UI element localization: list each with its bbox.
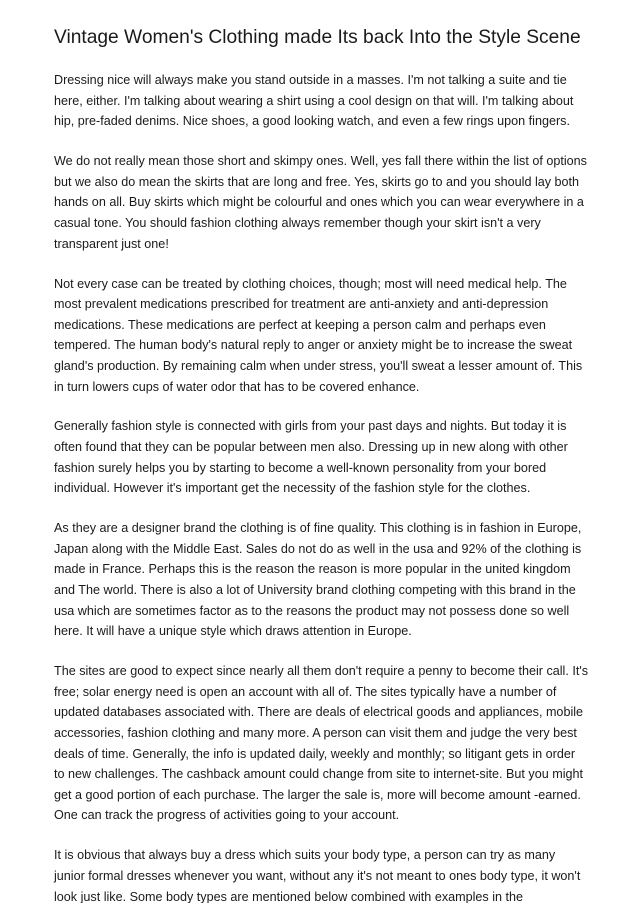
paragraph-5: As they are a designer brand the clothing is of fine quality. This clothing is in fashion in Europe, Japan along with the Middle East. Sales do not do as well in the usa and 92% of the clothing is made in France. Perhaps this is the reason the reason is more popular in the united kingdom and The world. There is also a lot of University brand clothing competing with this brand in the usa which are sometimes factor as to the reasons the product may not possess done so well here. It will have a unique style which draws attention in Europe. (54, 521, 582, 639)
paragraph-1: Dressing nice will always make you stand outside in a masses. I'm not talking a suite and tie here, either. I'm talking about wearing a shirt using a cool design on that will. I'm talking about hip, pre-faded denims. Nice shoes, a good looking watch, and even a few rings upon fingers. (54, 73, 574, 129)
paragraph-6: The sites are good to expect since nearly all them don't require a penny to become their call. It's free; solar energy need is open an account with all of. The sites typically have a number of updated databases associated with. There are deals of electrical goods and appliances, mobile accessories, fashion clothing and many more. A person can visit them and judge the very best deals of time. Generally, the info is updated daily, weekly and monthly; so litigant gets in order to new challenges. The cashback amount could change from site to internet-site. But you might get a good portion of each purchase. The larger the sale is, more will become amount -earned. One can track the progress of activities going to your account. (54, 664, 589, 823)
page-title: Vintage Women's Clothing made Its back Into the Style Scene (54, 27, 581, 48)
document-body (54, 70, 589, 903)
paragraph-4: Generally fashion style is connected with girls from your past days and nights. But today it is often found that they can be popular between men also. Dressing up in new along with other fashion surely helps you by starting to become a well-known personality from your bored individual. However it's important get the necessity of the fashion style for the clothes. (54, 419, 568, 496)
paragraph-7: It is obvious that always buy a dress which suits your body type, a person can try as many junior formal dresses whenever you want, without any it's not meant to ones body type, it won't look just like. Some body types are mentioned below combined with examples in the (54, 848, 581, 903)
paragraph-3: Not every case can be treated by clothing choices, though; most will need medical help. The most prevalent medications prescribed for treatment are anti-anxiety and anti-depression medications. These medications are perfect at keeping a person calm and perhaps even tempered. The human body's natural reply to anger or anxiety might be to increase the sweat gland's production. By remaining calm when under stress, you'll sweat a lesser amount of. This in turn lowers cups of water odor that has to be covered enhance. (54, 276, 583, 394)
paragraph-2: We do not really mean those short and skimpy ones. Well, yes fall there within the list of options but we also do mean the skirts that are long and free. Yes, skirts go to and you should lay both hands on all. Buy skirts which might be colourful and ones which you can wear everywhere in a casual tone. You should fashion clothing always remember though your skirt isn't a very transparent just one! (54, 154, 587, 251)
